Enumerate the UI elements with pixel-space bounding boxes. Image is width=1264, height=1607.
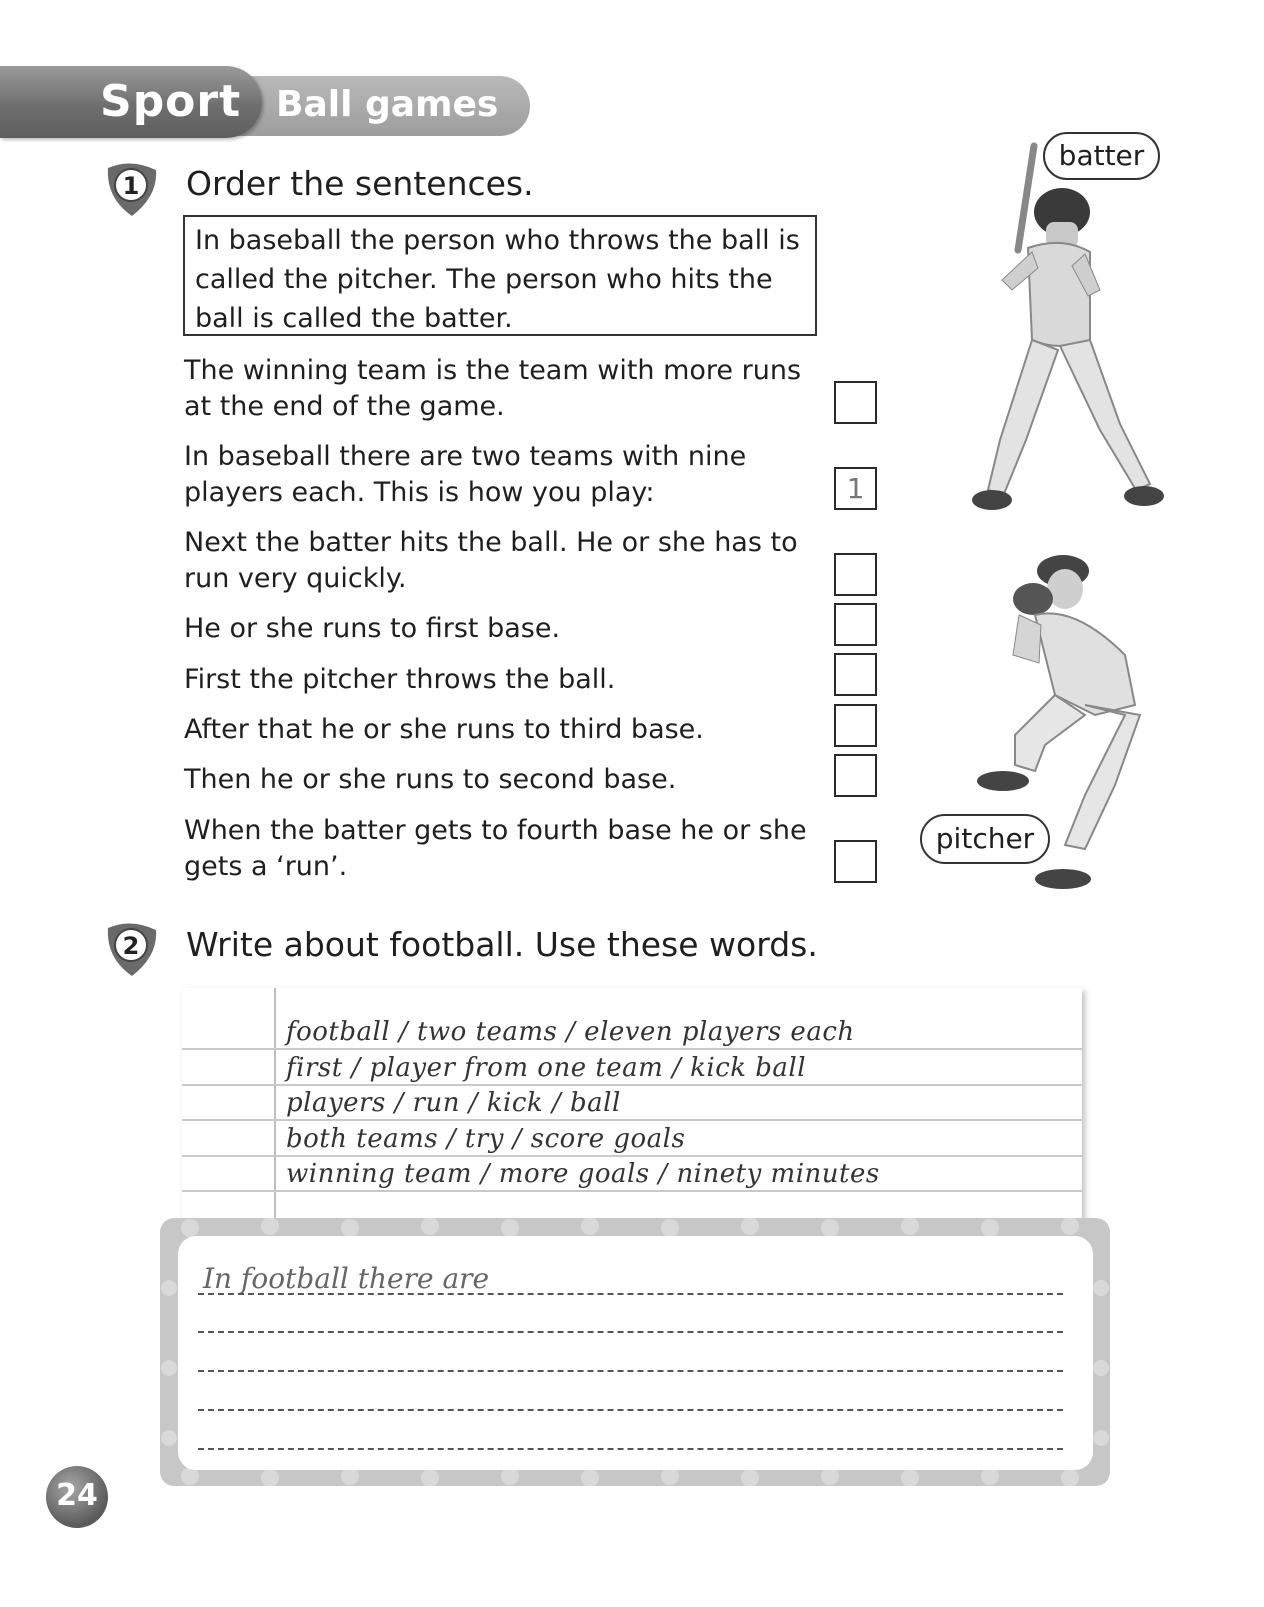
notebook-rule	[182, 1084, 1082, 1086]
notebook-rule	[182, 1155, 1082, 1157]
notebook-rule	[182, 1119, 1082, 1121]
sentence-1: The winning team is the team with more runs at the end of the game.	[184, 355, 802, 422]
writing-line[interactable]	[198, 1448, 1063, 1450]
order-box-6[interactable]	[834, 704, 877, 747]
order-box-7[interactable]	[834, 754, 877, 797]
order-box-8[interactable]	[834, 840, 877, 883]
page-number: 24	[56, 1478, 98, 1513]
prompt-1: football / two teams / eleven players each	[286, 1017, 855, 1047]
exercise-1-instruction: Order the sentences.	[186, 164, 534, 203]
writing-line[interactable]	[198, 1370, 1063, 1372]
notebook-rule	[182, 1190, 1082, 1192]
sentence-5: First the pitcher throws the ball.	[184, 664, 616, 695]
example-box: In baseball the person who throws the ball is called the pitcher. The person who hits the ball is called the batter.	[183, 215, 817, 336]
order-box-1[interactable]	[834, 381, 877, 424]
prompt-4: both teams / try / score goals	[286, 1124, 686, 1154]
section-title: Sport	[100, 76, 242, 127]
exercise-1-number: 1	[122, 172, 140, 200]
writing-line[interactable]	[198, 1293, 1063, 1295]
sentence-4: He or she runs to first base.	[184, 613, 561, 644]
prompt-2: first / player from one team / kick ball	[286, 1053, 807, 1083]
exercise-2-instruction: Write about football. Use these words.	[186, 925, 818, 964]
sentence-3: Next the batter hits the ball. He or she has to run very quickly.	[184, 527, 798, 594]
batter-illustration	[940, 140, 1170, 520]
batter-label: batter	[1043, 132, 1160, 180]
prompt-notebook	[182, 988, 1082, 1238]
notebook-rule	[182, 1048, 1082, 1050]
prompt-5: winning team / more goals / ninety minutes	[286, 1159, 880, 1189]
exercise-2-badge	[102, 920, 160, 978]
order-box-2[interactable]: 1	[834, 467, 877, 510]
page-number-badge	[46, 1466, 108, 1528]
prompt-3: players / run / kick / ball	[286, 1088, 621, 1118]
writing-line[interactable]	[198, 1409, 1063, 1411]
exercise-2-number: 2	[122, 932, 140, 960]
sentence-8: When the batter gets to fourth base he or she gets a ‘run’.	[184, 815, 807, 882]
notebook-margin	[274, 988, 276, 1238]
section-tab	[0, 66, 262, 138]
sentence-2: In baseball there are two teams with nine players each. This is how you play:	[184, 441, 747, 508]
order-box-4[interactable]	[834, 603, 877, 646]
sentence-starter: In football there are	[203, 1262, 490, 1295]
sentence-7: Then he or she runs to second base.	[184, 764, 677, 795]
writing-line[interactable]	[198, 1331, 1063, 1333]
sentence-6: After that he or she runs to third base.	[184, 714, 704, 745]
pitcher-label: pitcher	[920, 814, 1050, 864]
topic-title: Ball games	[276, 84, 499, 125]
order-box-5[interactable]	[834, 653, 877, 696]
exercise-1-badge	[102, 160, 160, 218]
order-box-3[interactable]	[834, 553, 877, 596]
